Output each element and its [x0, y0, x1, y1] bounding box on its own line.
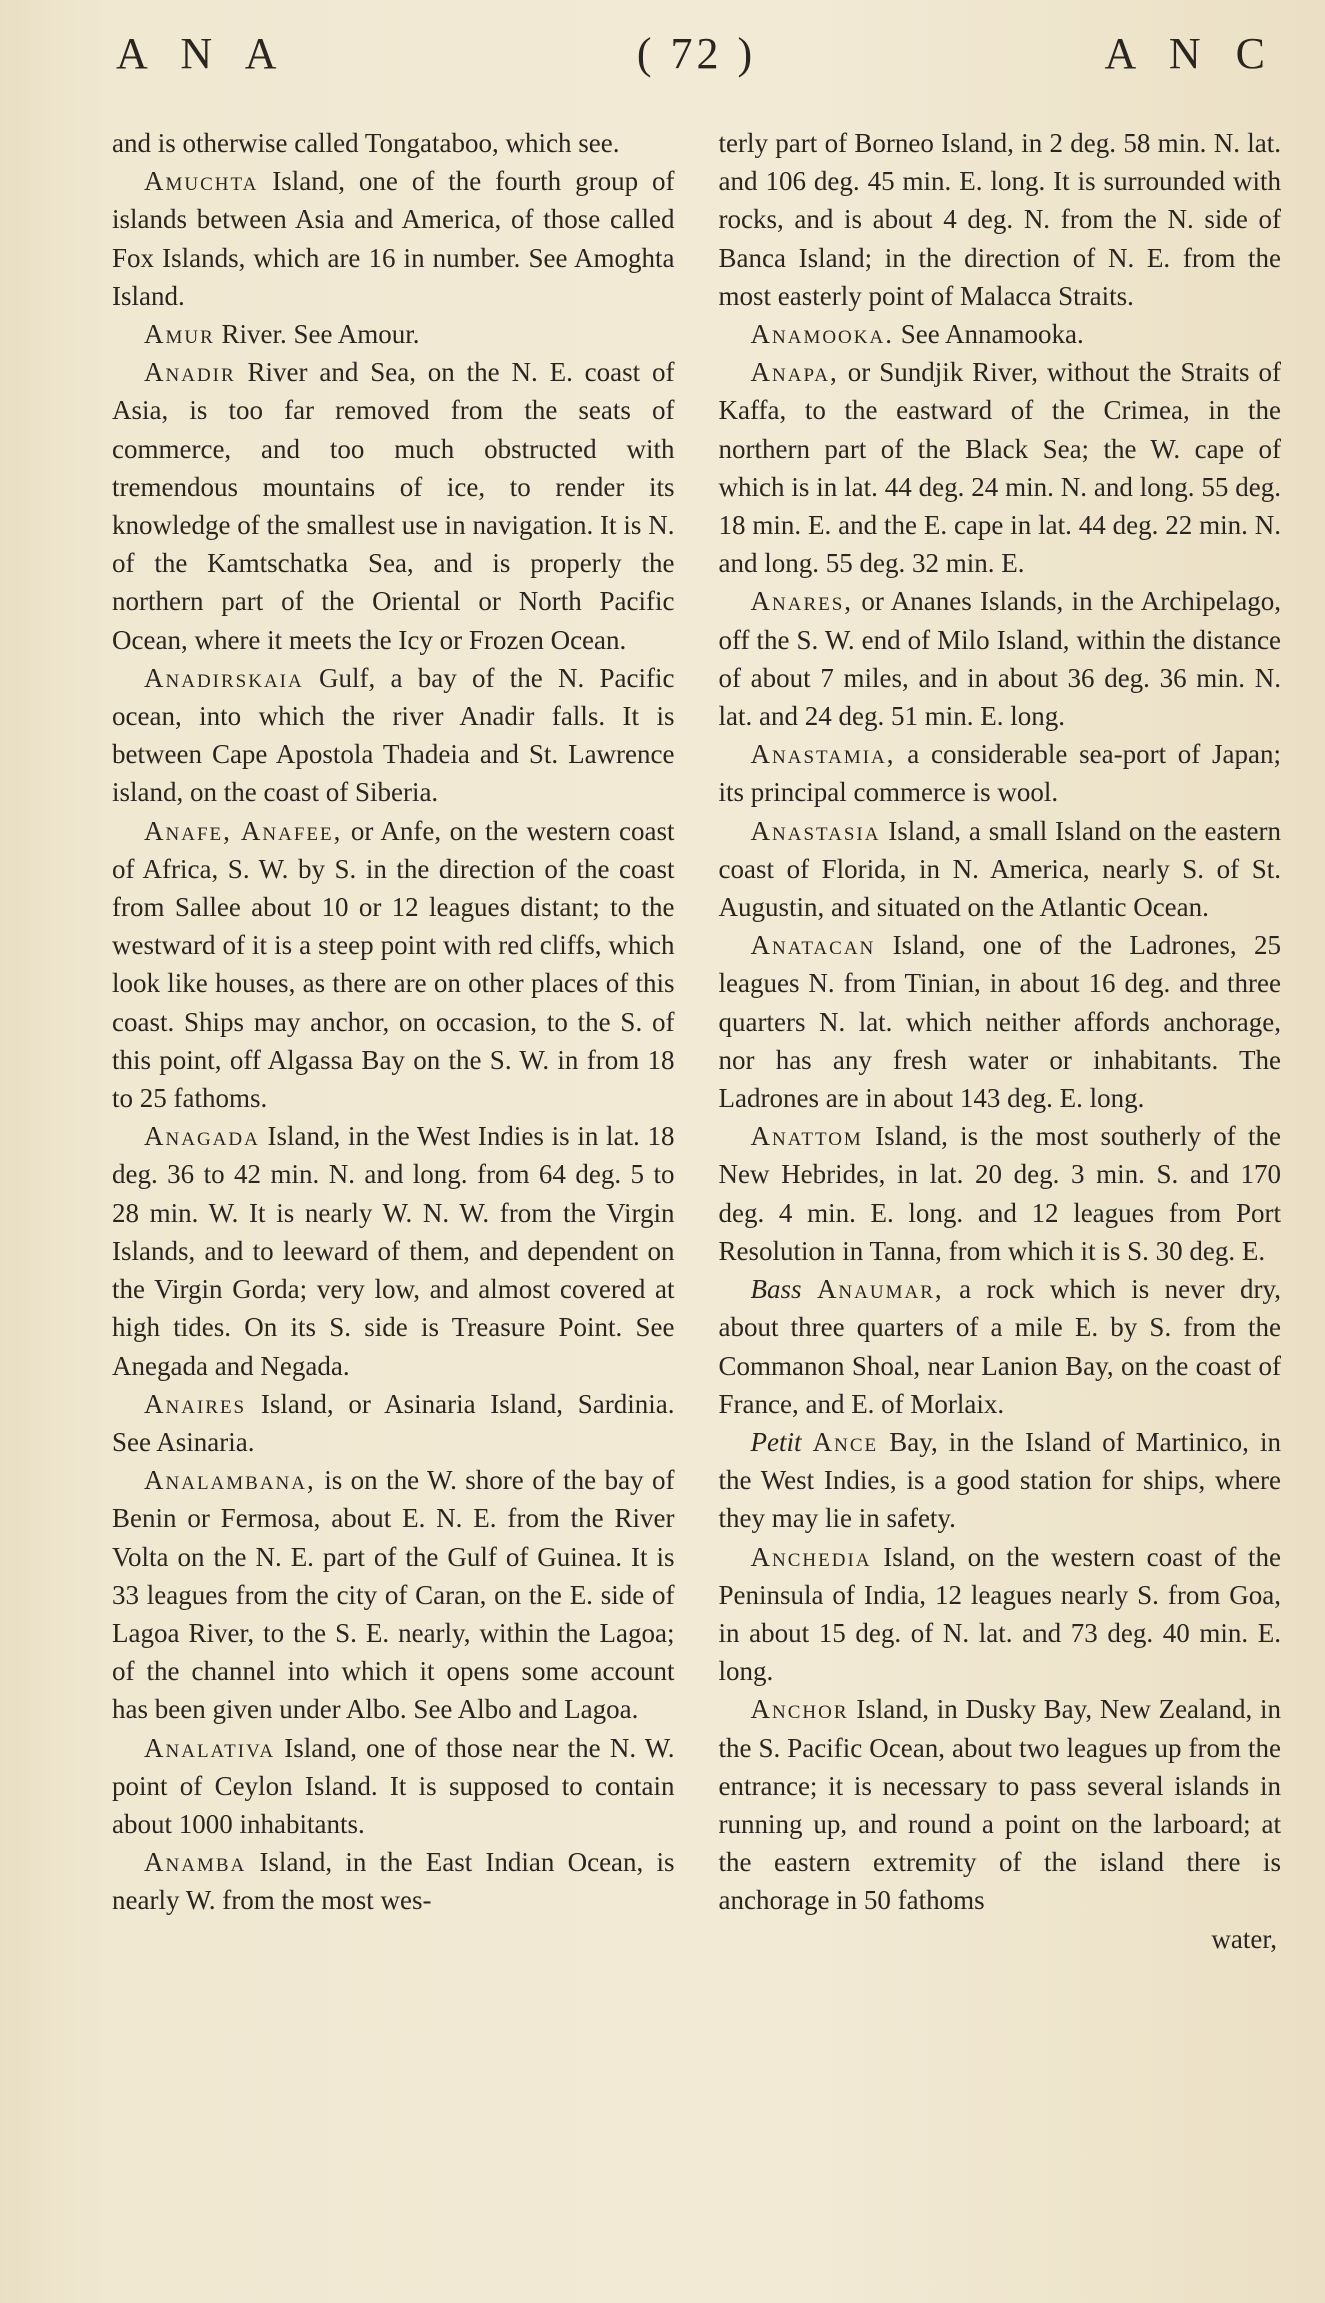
- gazetteer-entry: [719, 812, 1282, 927]
- entry-text: Gulf, a bay of the N. Pacific ocean, into which the river Anadir falls. It is between Cape Apostola Thadeia and St. Lawrence island, on the coast of Siberia.: [112, 662, 675, 808]
- entry-headword: Anagada: [144, 1121, 260, 1152]
- gazetteer-entry: [112, 1461, 675, 1728]
- entry-headword: Anamooka.: [750, 319, 894, 350]
- entry-headword: Anapa,: [750, 357, 839, 388]
- entry-prefix: Petit: [750, 1426, 802, 1457]
- entry-text: Bay, in the Island of Martinico, in the West Indies, is a good station for ships, where they may lie in safety.: [718, 1426, 1281, 1534]
- entry-headword: Analativa: [144, 1732, 276, 1763]
- gazetteer-entry: [719, 124, 1282, 315]
- gazetteer-entry: [112, 812, 675, 1118]
- page-number: ( 72 ): [636, 29, 757, 78]
- entry-headword: Amur: [144, 319, 215, 350]
- entry-headword: Anaumar,: [816, 1274, 944, 1305]
- gazetteer-entry: [112, 315, 675, 353]
- entry-text: River. See Amour.: [221, 319, 420, 350]
- right-column-entries: [719, 124, 1282, 1920]
- gazetteer-entry: [112, 1385, 675, 1461]
- entry-text: Island, in the East Indian Ocean, is nearly W. from the most wes-: [112, 1847, 675, 1916]
- entry-headword: Anchor: [750, 1694, 849, 1725]
- gazetteer-entry: [112, 124, 675, 162]
- entry-text: Island, or Asinaria Island, Sardinia. See Asinaria.: [112, 1388, 675, 1457]
- entry-headword: Anafe, Anafee,: [144, 815, 343, 846]
- gazetteer-entry: [719, 1690, 1282, 1919]
- gazetteer-entry: [719, 1423, 1282, 1538]
- entry-text: Island, in the West Indies is in lat. 18 deg. 36 to 42 min. N. and long. from 64 deg. 5 to 28 min. W. It is nearly W. N. W. from the Virgin Islands, and to leeward of them, and dependent on the Virgin Gorda; very low, and almost covered at high tides. On its S. side is Treasure Point. See Anegada and Negada.: [112, 1121, 675, 1381]
- entry-headword: Anatacan: [750, 930, 876, 961]
- right-column: [719, 124, 1282, 1958]
- gazetteer-entry: [719, 735, 1282, 811]
- entry-headword: Anchedia: [750, 1541, 872, 1572]
- entry-headword: Anaires: [144, 1388, 247, 1419]
- entry-headword: Anattom: [750, 1121, 863, 1152]
- entry-text: or Ananes Islands, in the Archipelago, off the S. W. end of Milo Island, within the distance of about 7 miles, and in about 36 deg. 36 min. N. lat. and 24 deg. 51 min. E. long.: [718, 586, 1281, 732]
- gazetteer-entry: [719, 1270, 1282, 1423]
- entry-text: Island, a small Island on the eastern coast of Florida, in N. America, nearly S. of St. Augustin, and situated on the Atlantic Ocean.: [718, 815, 1282, 923]
- gazetteer-entry: [719, 1117, 1282, 1270]
- gazetteer-entry: [112, 1729, 675, 1844]
- entry-text: a considerable sea-port of Japan; its principal commerce is wool.: [718, 739, 1281, 808]
- gazetteer-entry: [719, 353, 1282, 582]
- gazetteer-entry: [112, 1117, 675, 1384]
- catchword: water,: [1211, 1923, 1277, 1954]
- entry-headword: Anadir: [144, 357, 236, 388]
- entry-headword: Amuchta: [144, 166, 259, 197]
- entry-prefix: Bass: [750, 1274, 802, 1305]
- gazetteer-entry: [112, 353, 675, 659]
- entry-headword: Anastasia: [750, 815, 881, 846]
- entry-text: Island, on the western coast of the Peninsula of India, 12 leagues nearly S. from Goa, in about 15 deg. of N. lat. and 73 deg. 40 min. E. long.: [718, 1541, 1282, 1687]
- gazetteer-entry: [112, 659, 675, 812]
- entry-text: and is otherwise called Tongataboo, which see.: [112, 128, 620, 158]
- gazetteer-entry: [719, 582, 1282, 735]
- entry-text: terly part of Borneo Island, in 2 deg. 58 min. N. lat. and 106 deg. 45 min. E. long. It is surrounded with rocks, and is about 4 deg. N. from the N. side of Banca Island; in the direction of N. E. from the most easterly point of Malacca Straits.: [718, 128, 1281, 311]
- gazetteer-entry: [112, 162, 675, 315]
- entry-text: or Sundjik River, without the Straits of Kaffa, to the eastward of the Crimea, in the northern part of the Black Sea; the W. cape of which is in lat. 44 deg. 24 min. N. and long. 55 deg. 18 min. E. and the E. cape in lat. 44 deg. 22 min. N. and long. 55 deg. 32 min. E.: [718, 357, 1281, 579]
- entry-headword: Anadirskaia: [144, 662, 304, 693]
- entry-headword: Ance: [812, 1426, 879, 1457]
- entry-text: Island, in Dusky Bay, New Zealand, in the S. Pacific Ocean, about two leagues up from the entrance; it is necessary to pass several islands in running up, and round a point on the larboard; at the eastern extremity of the island there is anchorage in 50 fathoms: [718, 1694, 1281, 1916]
- gazetteer-entry: [719, 926, 1282, 1117]
- header-left: A N A: [116, 29, 289, 78]
- header-right: A N C: [1104, 29, 1277, 78]
- entry-text: Island, one of the fourth group of islands between Asia and America, of those called Fox Islands, which are 16 in number. See Amoghta Island.: [112, 166, 675, 311]
- entry-text: a rock which is never dry, about three quarters of a mile E. by S. from the Commanon Shoal, near Lanion Bay, on the coast of France, and E. of Morlaix.: [718, 1274, 1282, 1419]
- entry-text: See Annamooka.: [900, 319, 1084, 350]
- entry-headword: Anares,: [750, 586, 854, 617]
- gazetteer-entry: [112, 1843, 675, 1919]
- gazetteer-entry: [719, 1538, 1282, 1691]
- text-columns: [112, 124, 1281, 1958]
- entry-headword: Anastamia,: [750, 739, 896, 770]
- entry-text: Island, one of those near the N. W. point of Ceylon Island. It is supposed to contain about 1000 inhabitants.: [112, 1732, 675, 1839]
- entry-headword: Anamba: [144, 1847, 247, 1878]
- entry-text: is on the W. shore of the bay of Benin or Fermosa, about E. N. E. from the River Volta on the N. E. part of the Gulf of Guinea. It is 33 leagues from the city of Caran, on the E. side of Lagoa River, to the S. E. nearly, within the Lagoa; of the channel into which it opens some account has been given under Albo. See Albo and Lagoa.: [112, 1465, 675, 1725]
- gazetteer-entry: [719, 315, 1282, 353]
- entry-text: or Anfe, on the western coast of Africa, S. W. by S. in the direction of the coast from Sallee about 10 or 12 leagues distant; to the westward of it is a steep point with red cliffs, which look like houses, as there are on other places of this coast. Ships may anchor, on occasion, to the S. of this point, off Algassa Bay on the S. W. in from 18 to 25 fathoms.: [112, 815, 675, 1114]
- entry-headword: Analambana,: [144, 1465, 316, 1496]
- entry-text: Island, is the most southerly of the New Hebrides, in lat. 20 deg. 3 min. S. and 170 deg. 4 min. E. long. and 12 leagues from Port Resolution in Tanna, from which it is S. 30 deg. E.: [718, 1121, 1281, 1266]
- left-column: [112, 124, 675, 1958]
- running-head: [112, 28, 1281, 98]
- entry-text: Island, one of the Ladrones, 25 leagues N. from Tinian, in about 16 deg. and three quarters N. lat. which neither affords anchorage, nor has any fresh water or inhabitants. The Ladrones are in about 143 deg. E. long.: [718, 930, 1281, 1114]
- entry-text: River and Sea, on the N. E. coast of Asia, is too far removed from the seats of commerce, and too much obstructed with tremendous mountains of ice, to render its knowledge of the smallest use in navigation. It is N. of the Kamtschatka Sea, and is properly the northern part of the Oriental or North Pacific Ocean, where it meets the Icy or Frozen Ocean.: [112, 357, 675, 655]
